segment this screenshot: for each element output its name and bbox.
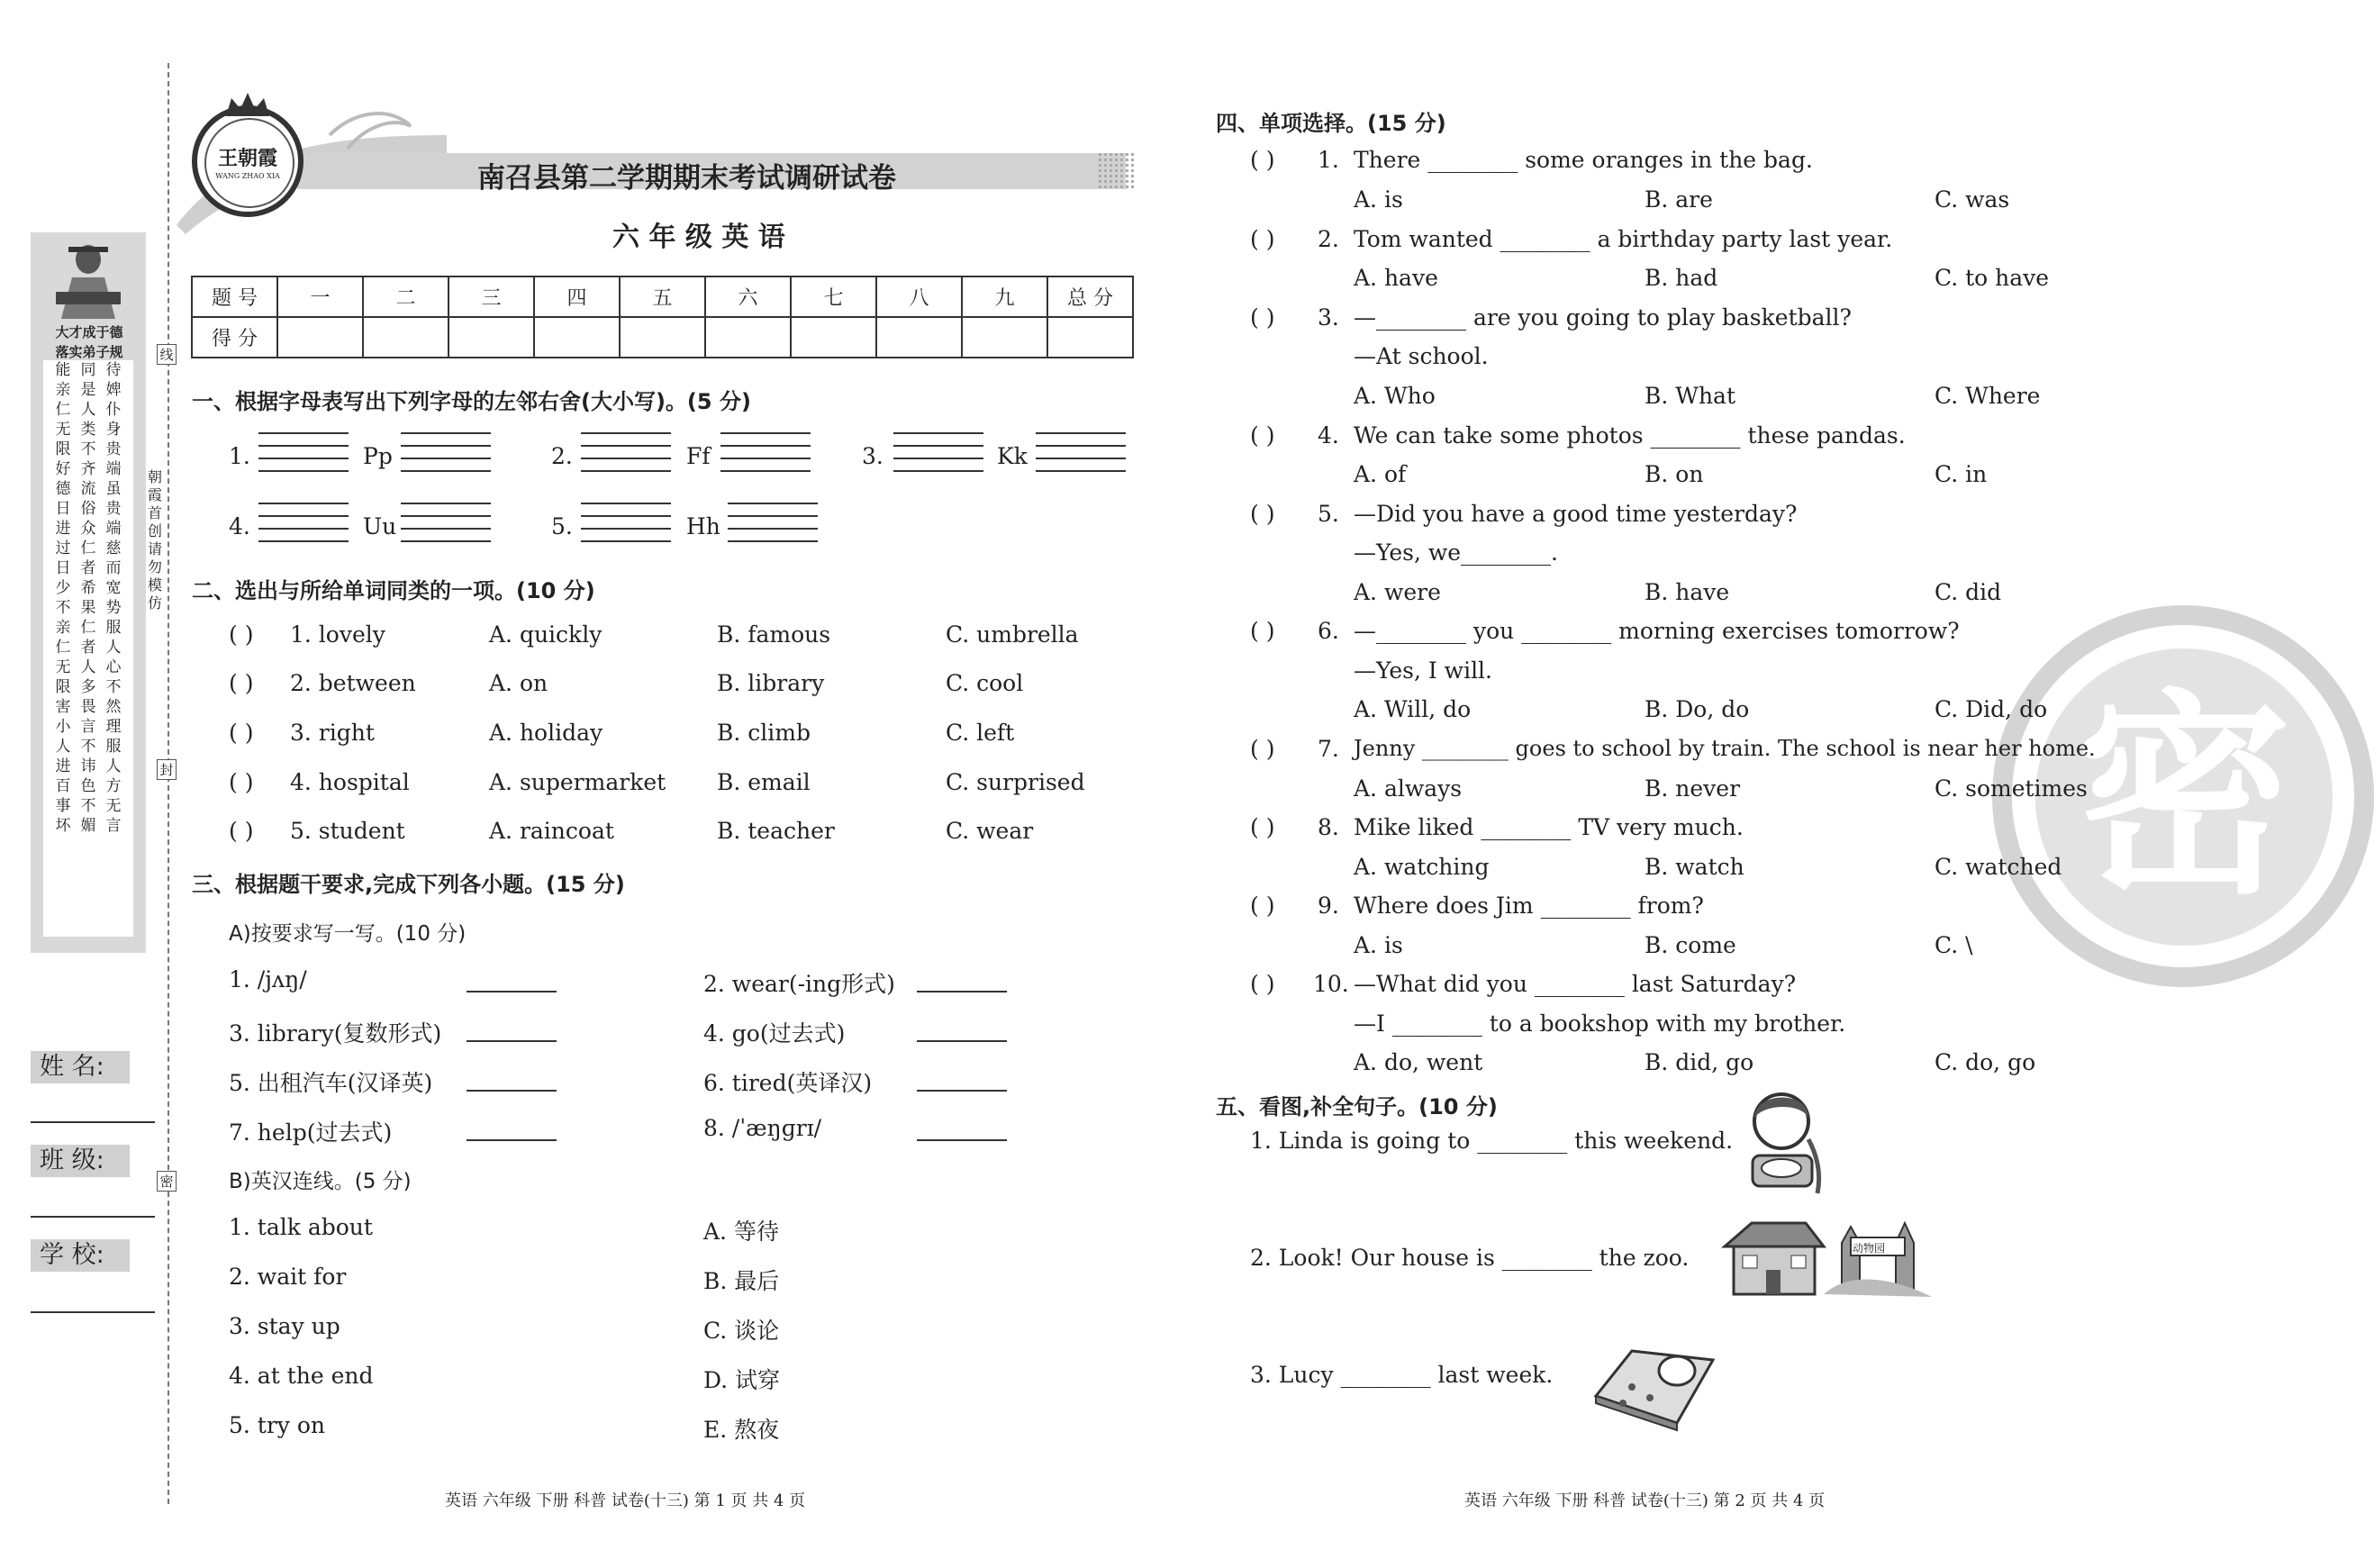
question-number: 7. bbox=[1318, 736, 1339, 762]
copyright-note: 朝霞首创 请勿模仿 bbox=[148, 468, 163, 612]
option-c: C. umbrella bbox=[946, 621, 1079, 648]
option-b: B. come bbox=[1645, 932, 1736, 958]
answer-bracket[interactable]: ( ) bbox=[1250, 422, 1275, 449]
option-a: A. quickly bbox=[489, 621, 603, 648]
match-right[interactable]: B. 最后 bbox=[703, 1268, 780, 1294]
exam-title: 南召县第二学期期末考试调研试卷 bbox=[477, 162, 896, 195]
class-field[interactable] bbox=[31, 1216, 155, 1218]
answer-blank[interactable] bbox=[917, 1024, 1007, 1042]
question-text: Where does Jim ________ from? bbox=[1354, 893, 1704, 919]
write-item: 2. wear(-ing形式) bbox=[703, 971, 895, 997]
part3-sub-a: A)按要求写一写。(10 分) bbox=[229, 922, 467, 946]
part1-number: 4. bbox=[229, 513, 250, 539]
cut-mark-line: 线 bbox=[157, 344, 177, 365]
question-text: —Yes, I will. bbox=[1354, 657, 1493, 684]
part1-letter: Kk bbox=[997, 443, 1028, 469]
question-word: 5. student bbox=[290, 818, 405, 844]
picture-sentence: 2. Look! Our house is ________ the zoo. bbox=[1250, 1245, 1690, 1271]
cut-mark-secret: 密 bbox=[157, 1171, 177, 1192]
question-text: Mike liked ________ TV very much. bbox=[1354, 814, 1744, 840]
answer-bracket[interactable]: ( ) bbox=[1250, 147, 1275, 173]
score-cell[interactable] bbox=[962, 317, 1047, 358]
option-a: A. do, went bbox=[1354, 1049, 1483, 1075]
write-item: 3. library(复数形式) bbox=[229, 1020, 442, 1047]
option-b: B. on bbox=[1645, 461, 1704, 487]
question-number: 5. bbox=[1318, 501, 1339, 527]
question-word: 2. between bbox=[290, 670, 416, 696]
match-left[interactable]: 5. try on bbox=[229, 1412, 326, 1438]
option-a: A. were bbox=[1354, 579, 1441, 605]
match-right[interactable]: A. 等待 bbox=[703, 1219, 779, 1245]
score-row-label: 得 分 bbox=[192, 317, 277, 358]
part1-letter: Ff bbox=[686, 443, 711, 469]
question-text: Tom wanted ________ a birthday party last year. bbox=[1354, 226, 1893, 252]
option-a: A. always bbox=[1354, 775, 1463, 802]
house-zoo-picture bbox=[1716, 1207, 1936, 1301]
part1-letter: Hh bbox=[686, 513, 720, 539]
question-number: 6. bbox=[1318, 618, 1339, 644]
answer-bracket[interactable]: ( ) bbox=[229, 720, 254, 746]
write-item: 8. /ˈæŋɡrɪ/ bbox=[703, 1115, 822, 1141]
option-c: C. do, go bbox=[1935, 1049, 2036, 1075]
option-c: C. sometimes bbox=[1935, 775, 2088, 802]
part1-number: 1. bbox=[229, 443, 250, 469]
question-word: 4. hospital bbox=[290, 769, 410, 795]
class-label: 班 级: bbox=[31, 1145, 130, 1177]
answer-bracket[interactable]: ( ) bbox=[1250, 971, 1275, 997]
answer-blank[interactable] bbox=[467, 1024, 557, 1042]
scholar-figure-icon bbox=[50, 240, 126, 321]
write-item: 4. go(过去式) bbox=[703, 1020, 846, 1047]
answer-bracket[interactable]: ( ) bbox=[1250, 736, 1275, 762]
question-number: 3. bbox=[1318, 304, 1339, 331]
score-cell[interactable] bbox=[705, 317, 791, 358]
match-left[interactable]: 3. stay up bbox=[229, 1313, 340, 1339]
score-cell[interactable] bbox=[534, 317, 620, 358]
option-a: A. raincoat bbox=[489, 818, 614, 844]
option-c: C. wear bbox=[946, 818, 1034, 844]
part5-heading: 五、看图,补全句子。(10 分) bbox=[1216, 1094, 1498, 1119]
score-cell[interactable] bbox=[791, 317, 876, 358]
option-c: C. Where bbox=[1935, 383, 2041, 409]
question-word: 3. right bbox=[290, 720, 375, 746]
motto-top-1: 大才成于德 bbox=[55, 324, 123, 340]
score-header-cell: 题 号 bbox=[192, 276, 277, 317]
answer-blank[interactable] bbox=[917, 974, 1007, 992]
option-b: B. climb bbox=[717, 720, 811, 746]
banner-pattern bbox=[1099, 153, 1135, 189]
option-c: C. in bbox=[1935, 461, 1988, 487]
exam-subtitle: 六 年 级 英 语 bbox=[612, 222, 785, 253]
option-b: B. watch bbox=[1645, 854, 1744, 880]
option-a: A. watching bbox=[1354, 854, 1490, 880]
score-header-cell: 一 bbox=[277, 276, 363, 317]
score-table bbox=[191, 276, 1134, 358]
motto-top-2: 落实弟子规 bbox=[55, 344, 123, 360]
zoo-sign-text: 动物园 bbox=[1853, 1242, 1886, 1255]
answer-blank[interactable] bbox=[917, 1123, 1007, 1141]
answer-blank[interactable] bbox=[467, 974, 557, 992]
match-right[interactable]: C. 谈论 bbox=[703, 1318, 780, 1344]
score-row bbox=[192, 317, 1133, 358]
score-header-cell: 二 bbox=[363, 276, 449, 317]
part3-heading: 三、根据题干要求,完成下列各小题。(15 分) bbox=[192, 872, 625, 897]
score-cell[interactable] bbox=[620, 317, 705, 358]
answer-bracket[interactable]: ( ) bbox=[229, 670, 254, 696]
answer-blank[interactable] bbox=[917, 1074, 1007, 1092]
option-a: A. have bbox=[1354, 265, 1438, 291]
option-b: B. library bbox=[717, 670, 825, 696]
part1-heading: 一、根据字母表写出下列字母的左邻右舍(大小写)。(5 分) bbox=[192, 389, 751, 414]
picture-sentence: 3. Lucy ________ last week. bbox=[1250, 1362, 1554, 1388]
footer-left: 英语 六年级 下册 科普 试卷(十三) 第 1 页 共 4 页 bbox=[445, 1491, 806, 1510]
question-text: There ________ some oranges in the bag. bbox=[1354, 147, 1813, 173]
question-text: —Yes, we________. bbox=[1354, 539, 1558, 566]
score-header-cell: 总 分 bbox=[1047, 276, 1133, 317]
question-number: 2. bbox=[1318, 226, 1339, 252]
part1-letter: Pp bbox=[363, 443, 393, 469]
part1-letter: Uu bbox=[363, 513, 397, 539]
option-c: C. \ bbox=[1935, 932, 1973, 958]
option-c: C. watched bbox=[1935, 854, 2062, 880]
option-b: B. email bbox=[717, 769, 811, 795]
answer-bracket[interactable]: ( ) bbox=[1250, 501, 1275, 527]
school-field[interactable] bbox=[31, 1311, 155, 1313]
option-a: A. supermarket bbox=[489, 769, 666, 795]
option-b: B. are bbox=[1645, 186, 1713, 213]
option-c: C. left bbox=[946, 720, 1015, 746]
part2-heading: 二、选出与所给单词同类的一项。(10 分) bbox=[192, 578, 595, 603]
motto-columns bbox=[43, 360, 133, 937]
question-number: 8. bbox=[1318, 814, 1339, 840]
answer-bracket[interactable]: ( ) bbox=[1250, 304, 1275, 331]
write-item: 1. /jʌŋ/ bbox=[229, 966, 307, 992]
answer-blank[interactable] bbox=[467, 1074, 557, 1092]
write-item: 7. help(过去式) bbox=[229, 1119, 393, 1146]
score-header-cell: 三 bbox=[449, 276, 534, 317]
question-text: —What did you ________ last Saturday? bbox=[1354, 971, 1797, 997]
option-a: A. is bbox=[1354, 932, 1403, 958]
option-a: A. of bbox=[1354, 461, 1407, 487]
score-header-cell: 九 bbox=[962, 276, 1047, 317]
option-c: C. cool bbox=[946, 670, 1024, 696]
motto-column-2: 同是人类不齐流俗众仁者希果仁者人多畏言不讳色不媚 bbox=[80, 361, 96, 835]
option-b: B. What bbox=[1645, 383, 1736, 409]
secret-watermark: 密 bbox=[2035, 648, 2333, 946]
score-header-cell: 七 bbox=[791, 276, 876, 317]
match-left[interactable]: 4. at the end bbox=[229, 1363, 374, 1389]
motto-column-3: 待婢仆身贵端虽贵端慈而宽势服人心不然理服人方无言 bbox=[105, 361, 122, 835]
option-b: B. did, go bbox=[1645, 1049, 1754, 1075]
part1-number: 3. bbox=[862, 443, 883, 469]
score-cell[interactable] bbox=[277, 317, 363, 358]
question-text: —Did you have a good time yesterday? bbox=[1354, 501, 1798, 527]
picture-sentence: 1. Linda is going to ________ this weekend. bbox=[1250, 1128, 1734, 1154]
score-header-cell: 四 bbox=[534, 276, 620, 317]
write-item: 5. 出租汽车(汉译英) bbox=[229, 1070, 433, 1096]
score-cell[interactable] bbox=[363, 317, 449, 358]
crown-icon bbox=[222, 91, 273, 118]
part1-number: 5. bbox=[551, 513, 573, 539]
option-a: A. is bbox=[1354, 186, 1403, 213]
question-text: —________ are you going to play basketball? bbox=[1354, 304, 1852, 331]
answer-bracket[interactable]: ( ) bbox=[229, 818, 254, 844]
option-c: C. was bbox=[1935, 186, 2010, 213]
option-b: B. have bbox=[1645, 579, 1730, 605]
option-a: A. Who bbox=[1354, 383, 1436, 409]
match-right[interactable]: D. 试穿 bbox=[703, 1367, 781, 1393]
question-text: Jenny ________ goes to school by train. The school is near her home. bbox=[1354, 736, 2096, 761]
question-number: 4. bbox=[1318, 422, 1339, 449]
option-c: C. did bbox=[1935, 579, 2002, 605]
question-word: 1. lovely bbox=[290, 621, 385, 648]
name-label: 姓 名: bbox=[31, 1051, 130, 1083]
brand-logo bbox=[192, 105, 304, 217]
score-cell[interactable] bbox=[876, 317, 962, 358]
option-b: B. had bbox=[1645, 265, 1718, 291]
option-a: A. on bbox=[489, 670, 548, 696]
option-b: B. teacher bbox=[717, 818, 835, 844]
question-text: —I ________ to a bookshop with my brother. bbox=[1354, 1011, 1846, 1037]
option-b: B. Do, do bbox=[1645, 696, 1750, 722]
question-number: 9. bbox=[1318, 893, 1339, 919]
score-cell[interactable] bbox=[449, 317, 534, 358]
option-b: B. never bbox=[1645, 775, 1741, 802]
cut-line bbox=[168, 63, 169, 1504]
answer-bracket[interactable]: ( ) bbox=[1250, 226, 1275, 252]
logo-text: 王朝霞 bbox=[217, 148, 277, 170]
question-number: 10. bbox=[1313, 971, 1349, 997]
part1-number: 2. bbox=[551, 443, 573, 469]
answer-blank[interactable] bbox=[467, 1123, 557, 1141]
question-text: —At school. bbox=[1354, 343, 1489, 369]
match-left[interactable]: 1. talk about bbox=[229, 1214, 373, 1240]
school-label: 学 校: bbox=[31, 1239, 130, 1272]
answer-bracket[interactable]: ( ) bbox=[1250, 618, 1275, 644]
part4-heading: 四、单项选择。(15 分) bbox=[1216, 111, 1446, 136]
option-a: A. Will, do bbox=[1354, 696, 1472, 722]
sick-girl-bed-picture bbox=[1587, 1324, 1717, 1432]
score-header-cell: 五 bbox=[620, 276, 705, 317]
girl-bathing-picture bbox=[1729, 1085, 1837, 1202]
answer-bracket[interactable]: ( ) bbox=[229, 769, 254, 795]
part3-sub-b: B)英汉连线。(5 分) bbox=[229, 1170, 412, 1193]
score-cell[interactable] bbox=[1047, 317, 1133, 358]
cut-mark-seal: 封 bbox=[157, 759, 177, 780]
write-item: 6. tired(英译汉) bbox=[703, 1070, 873, 1096]
footer-right: 英语 六年级 下册 科普 试卷(十三) 第 2 页 共 4 页 bbox=[1464, 1491, 1826, 1510]
option-b: B. famous bbox=[717, 621, 831, 648]
match-right[interactable]: E. 熬夜 bbox=[703, 1417, 780, 1443]
score-header-cell: 六 bbox=[705, 276, 791, 317]
option-c: C. to have bbox=[1935, 265, 2050, 291]
answer-bracket[interactable]: ( ) bbox=[1250, 814, 1275, 840]
option-c: C. Did, do bbox=[1935, 696, 2048, 722]
match-left[interactable]: 2. wait for bbox=[229, 1264, 347, 1290]
option-a: A. holiday bbox=[489, 720, 603, 746]
motto-column-1: 能亲仁无限好德日进过日少不亲仁无限害小人进百事坏 bbox=[55, 361, 71, 835]
answer-bracket[interactable]: ( ) bbox=[1250, 893, 1275, 919]
option-c: C. surprised bbox=[946, 769, 1085, 795]
name-field[interactable] bbox=[31, 1121, 155, 1123]
score-header-row bbox=[192, 276, 1133, 317]
question-text: —________ you ________ morning exercises tomorrow? bbox=[1354, 618, 1960, 644]
logo-subtext: WANG ZHAO XIA bbox=[215, 172, 280, 180]
question-text: We can take some photos ________ these pandas. bbox=[1354, 422, 1906, 449]
answer-bracket[interactable]: ( ) bbox=[229, 621, 254, 648]
question-number: 1. bbox=[1318, 147, 1339, 173]
score-header-cell: 八 bbox=[876, 276, 962, 317]
